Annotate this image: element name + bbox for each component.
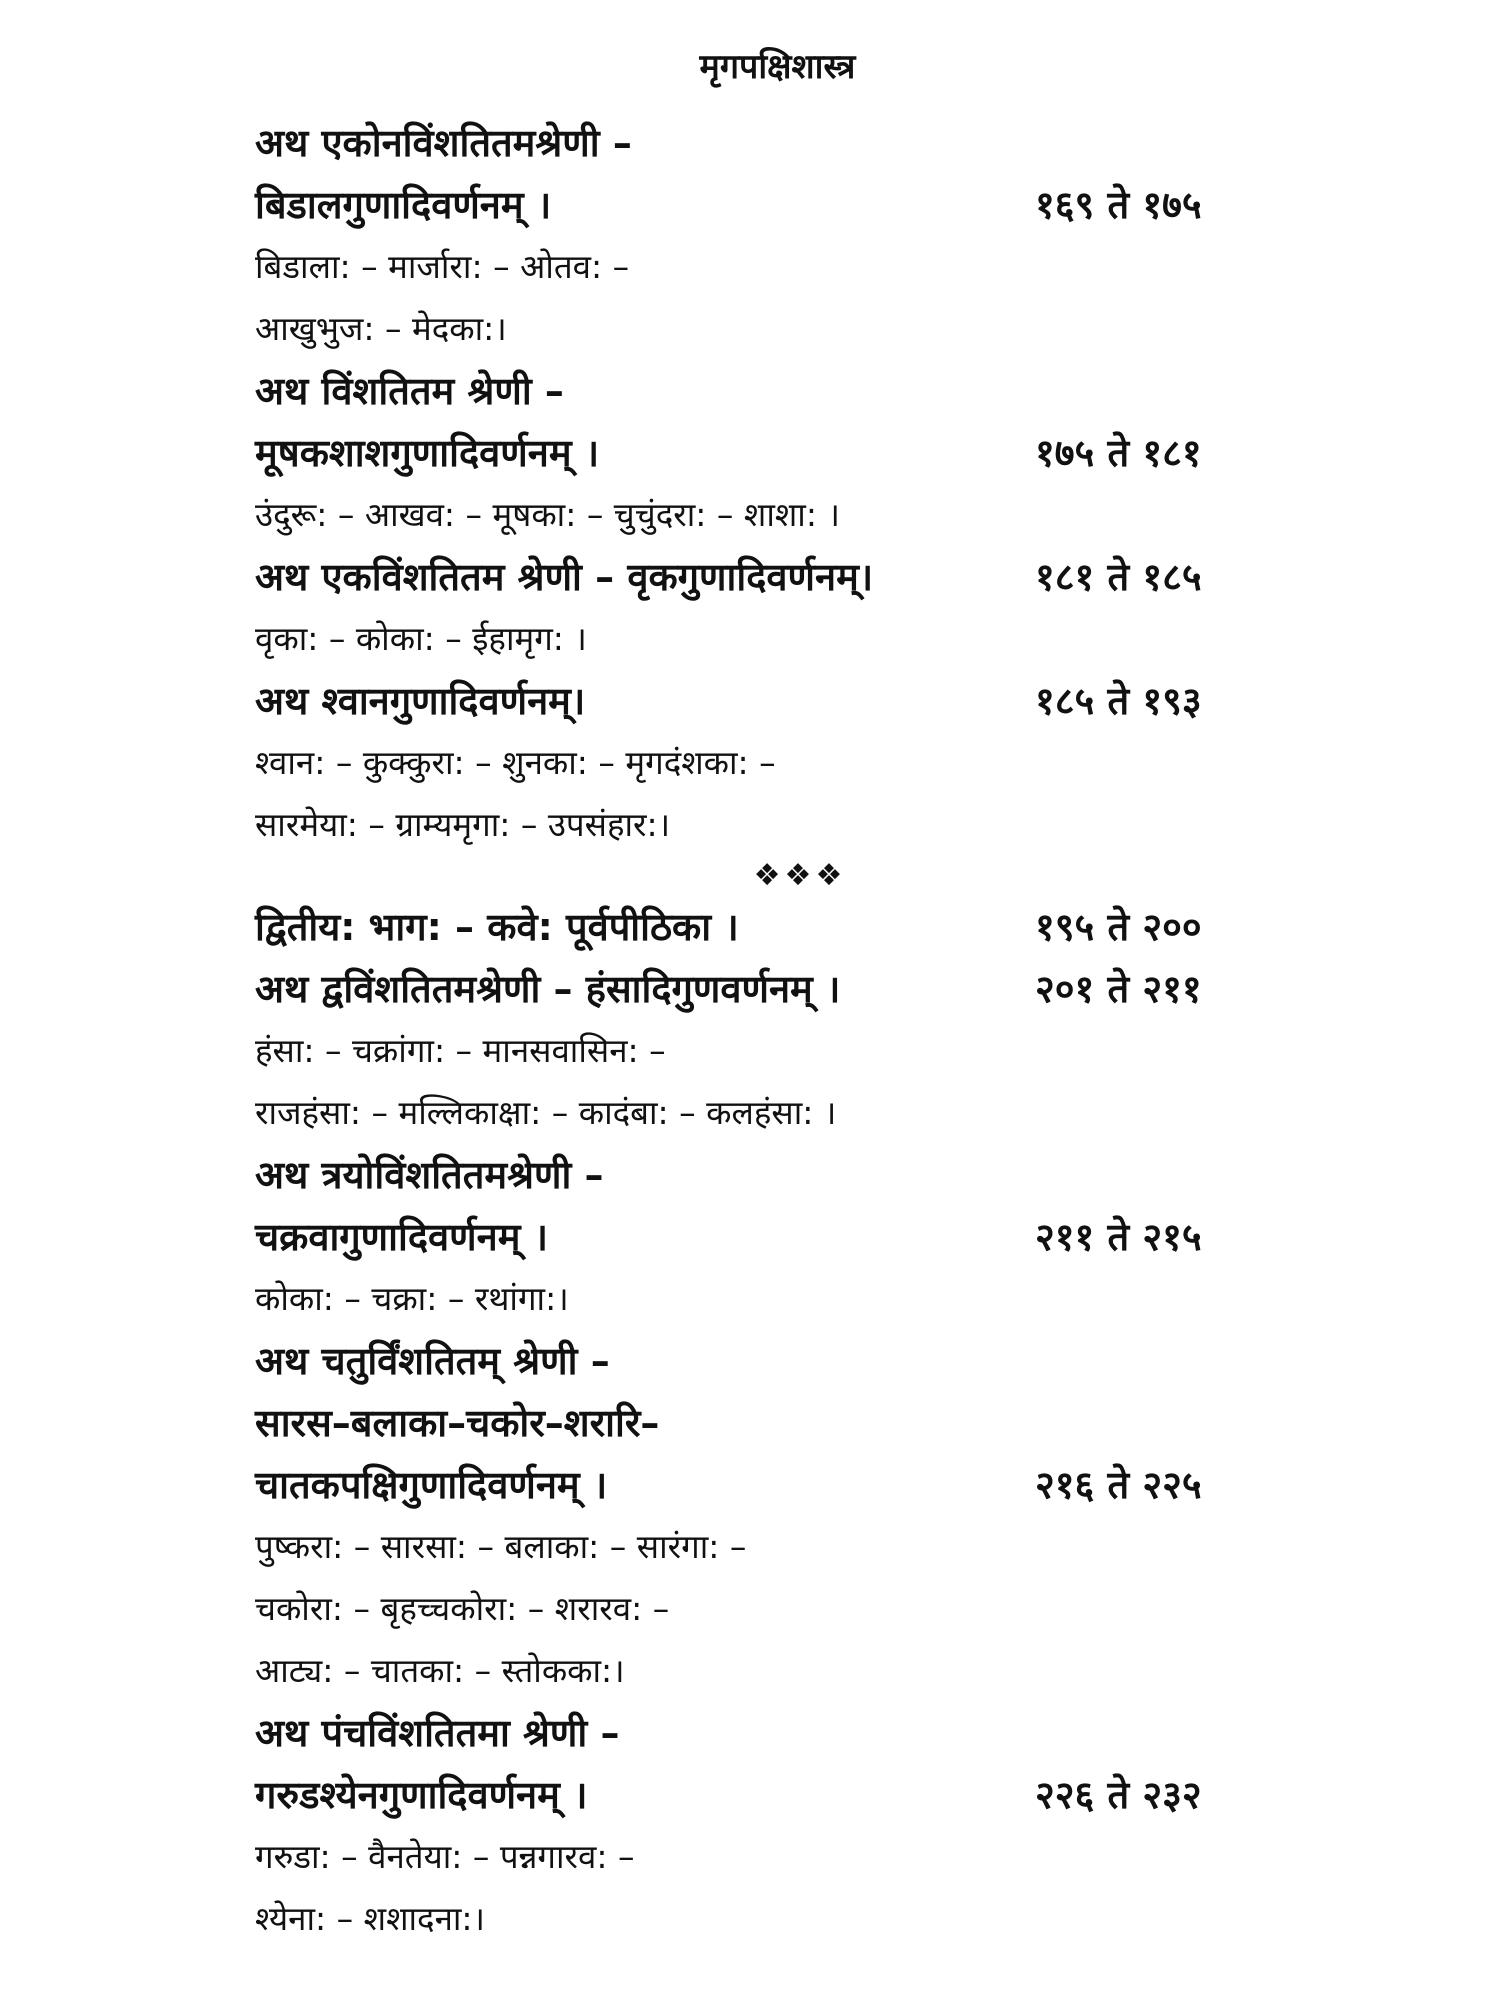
toc-heading-text: अथ एकविंशतितम श्रेणी – वृकगुणादिवर्णनम्।	[255, 555, 874, 599]
toc-sub-text: हंसा: – चक्रांगा: – मानसवासिन: –	[255, 1031, 666, 1070]
toc-sub-text: पुष्करा: – सारसा: – बलाका: – सारंगा: –	[255, 1527, 747, 1566]
toc-sub-text: कोका: – चक्रा: – रथांगा:।	[255, 1279, 569, 1318]
toc-sub-line	[255, 1082, 1255, 1144]
toc-heading-line	[255, 546, 1255, 608]
section-divider: ❖❖❖	[753, 858, 847, 893]
toc-heading-text: अथ विंशतितम श्रेणी –	[255, 369, 564, 413]
toc-heading-line	[255, 670, 1255, 732]
toc-sub-text: उंदुरू: – आखव: – मूषका: – चुचुंदरा: – शाशा: ।	[255, 495, 840, 534]
toc-sub-text: आखुभुज: – मेदका:।	[255, 309, 507, 348]
toc-sub-line	[255, 1578, 1255, 1640]
toc-sub-line	[255, 1826, 1255, 1888]
toc-heading-line	[255, 1392, 1255, 1454]
page-range: १८५ ते १९३	[1035, 679, 1202, 723]
toc-heading-text: अथ चतुर्विंशतितम् श्रेणी –	[255, 1339, 610, 1383]
toc-sub-text: गरुडा: – वैनतेया: – पन्नगारव: –	[255, 1837, 635, 1876]
toc-sub-text: राजहंसा: – मल्लिकाक्षा: – कादंबा: – कलहंसा: ।	[255, 1093, 837, 1132]
page-range: १९५ ते २००	[1035, 905, 1202, 949]
toc-sub-line	[255, 1020, 1255, 1082]
toc-sub-text: श्येना: – शशादना:।	[255, 1899, 486, 1938]
toc-heading-line	[255, 1144, 1255, 1206]
page-range: २२६ ते २३२	[1035, 1773, 1202, 1817]
toc-heading-line	[255, 174, 1255, 236]
page-header-title: मृगपक्षिशास्त्र	[699, 47, 856, 87]
toc-sub-text: सारमेया: – ग्राम्यमृगा: – उपसंहार:।	[255, 805, 671, 844]
page-range: १८१ ते १८५	[1035, 555, 1202, 599]
toc-heading-text: चातकपक्षिगुणादिवर्णनम् ।	[255, 1463, 608, 1507]
toc-sub-line	[255, 1516, 1255, 1578]
toc-sub-text: आट्य: – चातका: – स्तोकका:।	[255, 1651, 625, 1690]
toc-heading-line	[255, 112, 1255, 174]
toc-sub-line	[255, 1888, 1255, 1950]
table-of-contents	[255, 112, 1255, 1950]
page-range: १७५ ते १८१	[1035, 431, 1202, 475]
toc-heading-text: अथ त्रयोविंशतितमश्रेणी –	[255, 1153, 604, 1197]
toc-sub-text: बिडाला: – मार्जारा: – ओतव: –	[255, 247, 630, 286]
toc-heading-text: द्वितीय: भाग: – कवे: पूर्वपीठिका ।	[255, 905, 739, 949]
toc-sub-line	[255, 236, 1255, 298]
toc-heading-text: अथ द्वविंशतितमश्रेणी – हंसादिगुणवर्णनम् ।	[255, 967, 841, 1011]
toc-heading-text: मूषकशाशगुणादिवर्णनम् ।	[255, 431, 600, 475]
toc-heading-line	[255, 1764, 1255, 1826]
toc-sub-line	[255, 732, 1255, 794]
toc-sub-line	[255, 1640, 1255, 1702]
toc-heading-line	[255, 1330, 1255, 1392]
toc-heading-text: चक्रवागुणादिवर्णनम् ।	[255, 1215, 549, 1259]
toc-heading-line	[255, 1206, 1255, 1268]
toc-heading-text: अथ श्वानगुणादिवर्णनम्।	[255, 679, 586, 723]
page-range: २०१ ते २११	[1035, 967, 1202, 1011]
toc-sub-line	[255, 484, 1255, 546]
toc-sub-text: वृका: – कोका: – ईहामृग: ।	[255, 619, 587, 658]
toc-heading-text: बिडालगुणादिवर्णनम् ।	[255, 183, 552, 227]
toc-heading-line	[255, 1454, 1255, 1516]
toc-heading-line	[255, 958, 1255, 1020]
toc-heading-text: अथ एकोनविंशतितमश्रेणी –	[255, 121, 632, 165]
page-range: २११ ते २१५	[1035, 1215, 1202, 1259]
toc-heading-text: सारस–बलाका–चकोर–शरारि–	[255, 1401, 660, 1445]
toc-sub-line	[255, 298, 1255, 360]
toc-sub-text: चकोरा: – बृहच्चकोरा: – शरारव: –	[255, 1589, 670, 1628]
toc-heading-text: अथ पंचविंशतितमा श्रेणी –	[255, 1711, 620, 1755]
toc-heading-line	[255, 896, 1255, 958]
toc-heading-line	[255, 1702, 1255, 1764]
toc-sub-line	[255, 1268, 1255, 1330]
toc-heading-line	[255, 422, 1255, 484]
toc-heading-line	[255, 360, 1255, 422]
toc-sub-text: श्वान: – कुक्कुरा: – शुनका: – मृगदंशका: –	[255, 743, 776, 782]
page-range: २१६ ते २२५	[1035, 1463, 1202, 1507]
toc-sub-line	[255, 608, 1255, 670]
toc-heading-text: गरुडश्येनगुणादिवर्णनम् ।	[255, 1773, 588, 1817]
page-range: १६९ ते १७५	[1035, 183, 1202, 227]
toc-sub-line	[255, 794, 1255, 856]
